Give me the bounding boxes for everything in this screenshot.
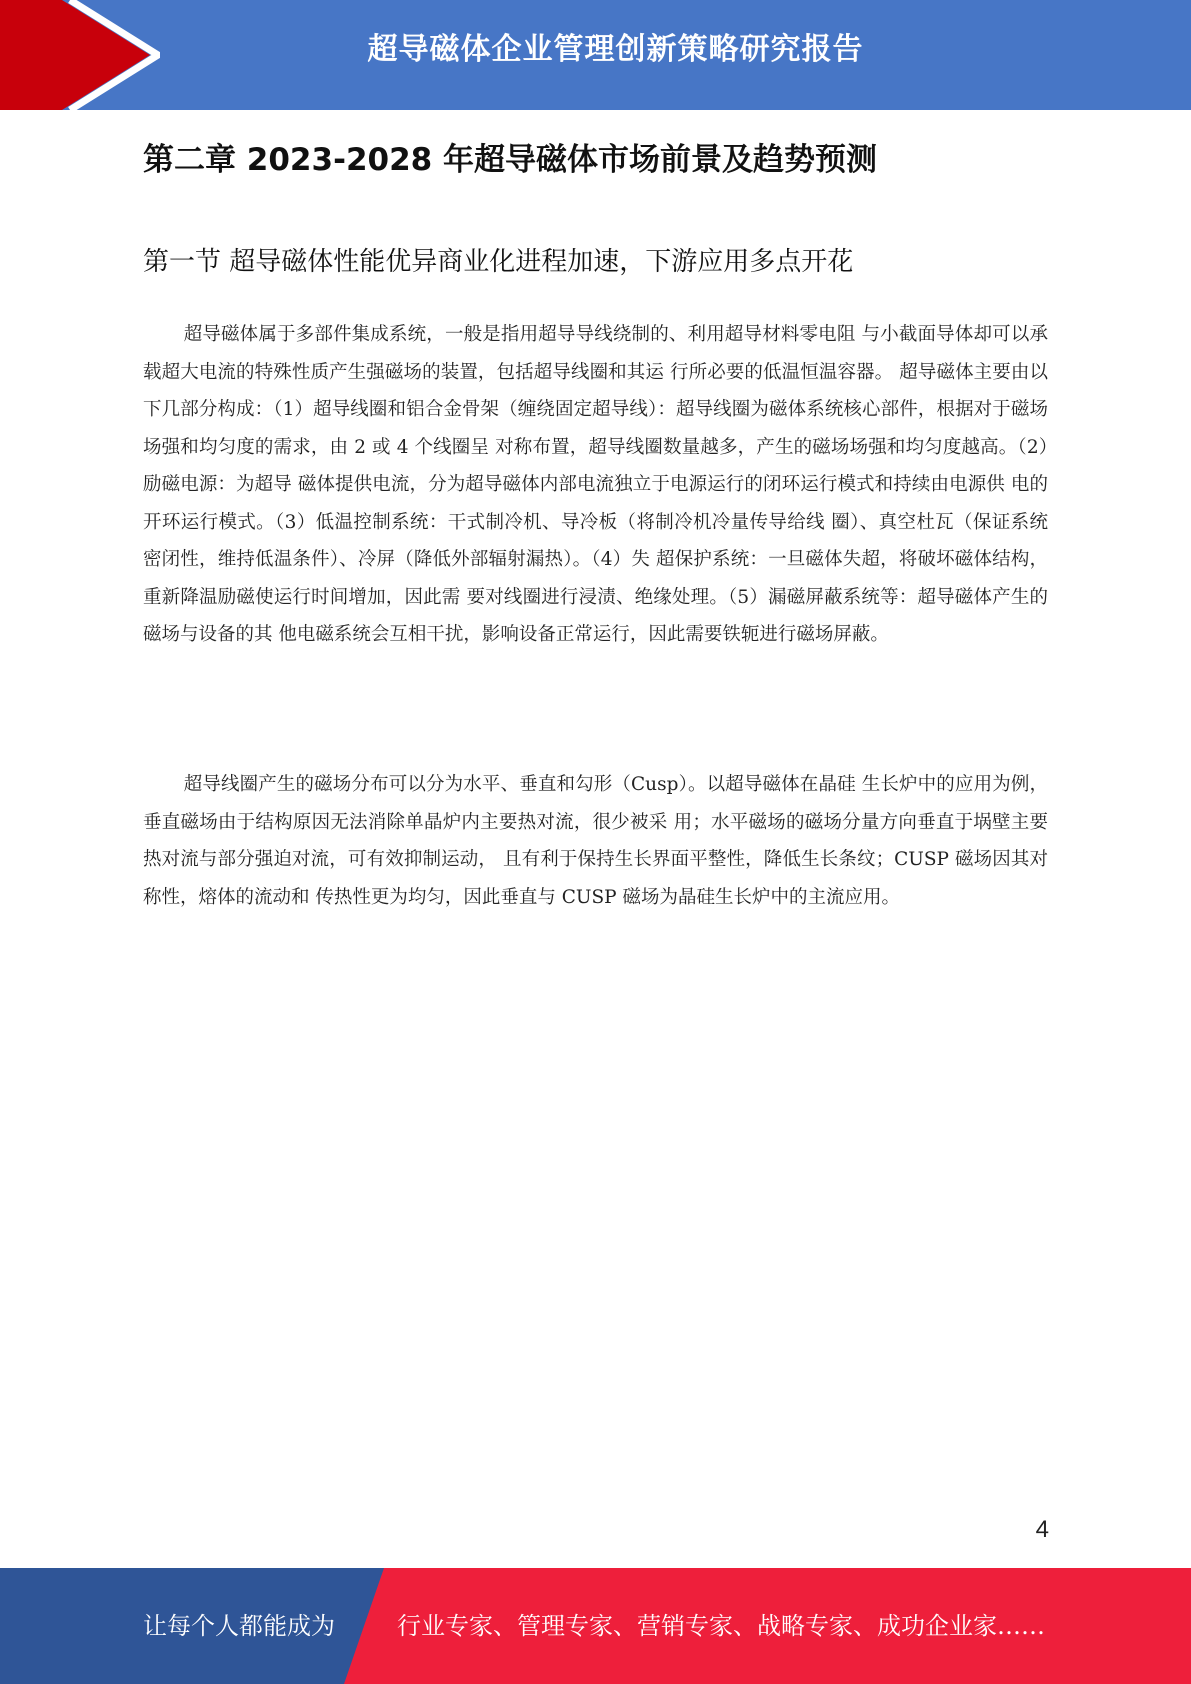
- page-number: 4: [1035, 1516, 1049, 1543]
- page-header: [0, 0, 1191, 110]
- body-paragraph: 超导线圈产生的磁场分布可以分为水平、垂直和勾形（Cusp）。以超导磁体在晶硅 生长炉中的应用为例，垂直磁场由于结构原因无法消除单晶炉内主要热对流，很少被采 用；水平磁场的磁场分量方向垂直于埚壁主要热对流与部分强迫对流，可有效抑制运动， 且有利于保持生长界面平整性，降低生长条纹；CUSP 磁场因其对称性，熔体的流动和 传热性更为均匀，因此垂直与 CUSP 磁场为晶硅生长炉中的主流应用。: [143, 774, 1048, 908]
- chapter-title: 第二章 2023-2028 年超导磁体市场前景及趋势预测: [143, 142, 878, 178]
- page-footer: [0, 1568, 1191, 1684]
- report-title: 超导磁体企业管理创新策略研究报告: [367, 32, 864, 67]
- body-paragraph: 超导磁体属于多部件集成系统，一般是指用超导导线绕制的、利用超导材料零电阻 与小截面导体却可以承载超大电流的特殊性质产生强磁场的装置，包括超导线圈和其运 行所必要的低温恒温容器。 超导磁体主要由以下几部分构成：（1）超导线圈和铝合金骨架（缠绕固定超导线）：超导线圈为磁体系统核心部件，根据对于磁场场强和均匀度的需求，由 2 或 4 个线圈呈 对称布置，超导线圈数量越多，产生的磁场场强和均匀度越高。（2）励磁电源：为超导 磁体提供电流，分为超导磁体内部电流独立于电源运行的闭环运行模式和持续由电源供 电的开环运行模式。（3）低温控制系统：干式制冷机、导冷板（将制冷机冷量传导给线 圈）、真空杜瓦（保证系统密闭性，维持低温条件）、冷屏（降低外部辐射漏热）。（4）失 超保护系统：一旦磁体失超，将破坏磁体结构，重新降温励磁使运行时间增加，因此需 要对线圈进行浸渍、绝缘处理。（5）漏磁屏蔽系统等：超导磁体产生的磁场与设备的其 他电磁系统会互相干扰，影响设备正常运行，因此需要铁轭进行磁场屏蔽。: [143, 324, 1048, 645]
- footer-slogan: 让每个人都能成为: [143, 1612, 335, 1640]
- footer-roles: 行业专家、管理专家、营销专家、战略专家、成功企业家……: [397, 1612, 1045, 1640]
- section-title: 第一节 超导磁体性能优异商业化进程加速，下游应用多点开花: [143, 247, 854, 277]
